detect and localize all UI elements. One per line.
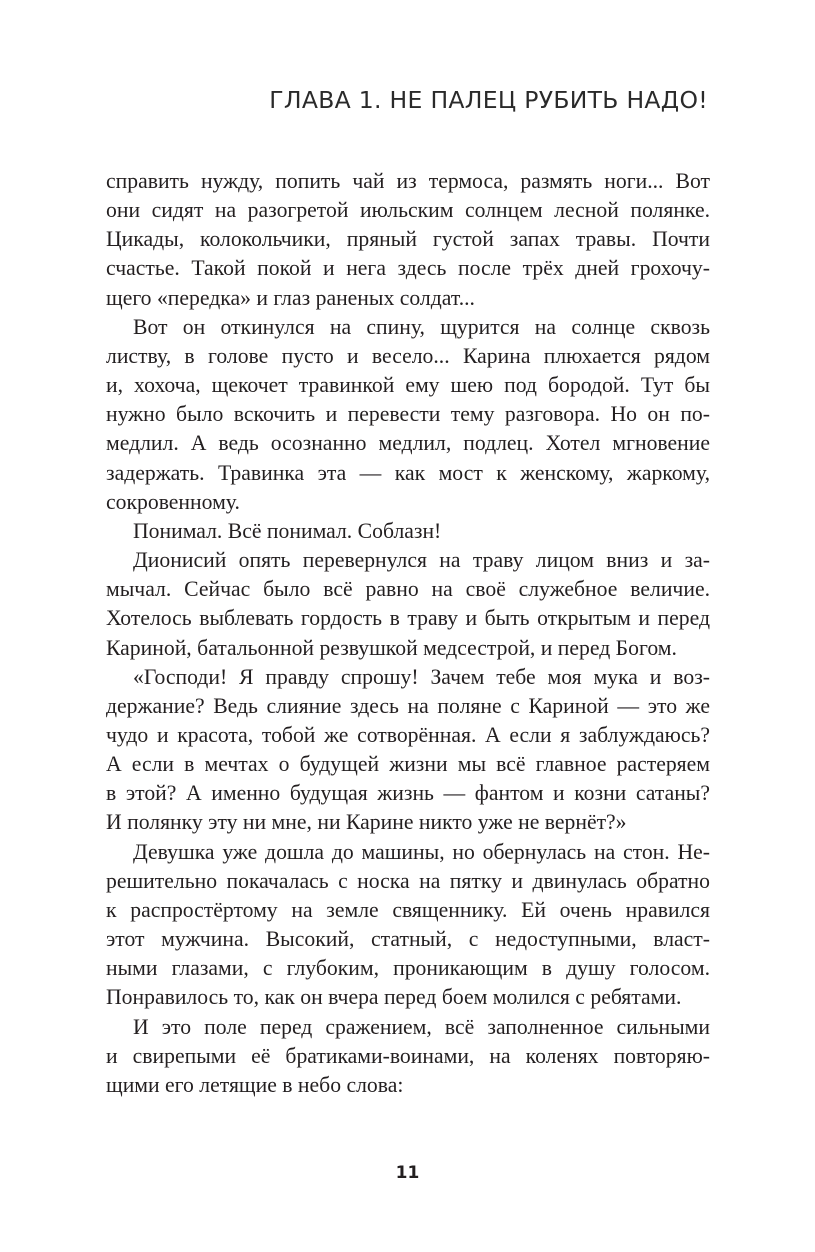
- paragraph: [106, 313, 710, 517]
- text-line: Понимал. Всё понимал. Соблазн!: [133, 518, 442, 543]
- text-line: в этой? А именно будущая жизнь — фантом и козни сатаны?: [106, 781, 710, 806]
- text-line: ными глазами, с глубоким, проникающим в душу голосом.: [106, 956, 710, 981]
- text-line: И полянку эту ни мне, ни Карине никто уже не вернёт?»: [106, 810, 627, 835]
- text-line: держание? Ведь слияние здесь на поляне с Кариной — это же: [106, 693, 710, 718]
- text-line: чудо и красота, тобой же сотворённая. А если я заблуждаюсь?: [106, 722, 710, 747]
- text-line: и свирепыми её братиками-воинами, на коленях повторяю-: [106, 1043, 710, 1068]
- text-line: Дионисий опять перевернулся на траву лицом вниз и за-: [133, 548, 710, 573]
- text-line: задержать. Травинка эта — как мост к женскому, жаркому,: [106, 460, 710, 485]
- text-line: счастье. Такой покой и нега здесь после трёх дней грохочу-: [106, 256, 710, 281]
- text-line: сокровенному.: [106, 489, 240, 514]
- body-text: [106, 167, 710, 1100]
- text-line: щими его летящие в небо слова:: [106, 1072, 404, 1097]
- text-line: листву, в голове пусто и весело... Карина плюхается рядом: [106, 343, 710, 368]
- paragraph: [106, 546, 710, 663]
- paragraph: [106, 838, 710, 1013]
- text-line: Кариной, батальонной резвушкой медсестрой, и перед Богом.: [106, 635, 677, 660]
- text-line: к распростёртому на земле священнику. Ей очень нравился: [106, 897, 710, 922]
- paragraph: [106, 1013, 710, 1100]
- text-line: Цикады, колокольчики, пряный густой запах травы. Почти: [106, 227, 710, 252]
- text-line: щего «передка» и глаз раненых солдат...: [106, 285, 475, 310]
- text-line: Вот он откинулся на спину, щурится на солнце сквозь: [133, 314, 710, 339]
- text-line: Понравилось то, как он вчера перед боем молился с ребятами.: [106, 985, 682, 1010]
- text-line: они сидят на разогретой июльским солнцем лесной полянке.: [106, 198, 710, 223]
- text-line: и, хохоча, щекочет травинкой ему шею под бородой. Тут бы: [106, 373, 710, 398]
- text-line: медлил. А ведь осознанно медлил, подлец. Хотел мгновение: [106, 431, 710, 456]
- paragraph: [106, 167, 710, 313]
- paragraph: [106, 517, 710, 546]
- text-line: мычал. Сейчас было всё равно на своё служебное величие.: [106, 577, 710, 602]
- text-line: этот мужчина. Высокий, статный, с недоступными, власт-: [106, 927, 710, 952]
- text-line: нужно было вскочить и перевести тему разговора. Но он по-: [106, 402, 710, 427]
- page-number: 11: [395, 1163, 420, 1183]
- text-line: Девушка уже дошла до машины, но обернулась на стон. Не-: [133, 839, 710, 864]
- paragraph: [106, 663, 710, 838]
- text-line: Хотелось выблевать гордость в траву и быть открытым и перед: [106, 606, 710, 631]
- text-line: справить нужду, попить чай из термоса, размять ноги... Вот: [106, 169, 710, 193]
- text-line: И это поле перед сражением, всё заполненное сильными: [133, 1014, 710, 1039]
- text-line: А если в мечтах о будущей жизни мы всё главное растеряем: [106, 752, 710, 777]
- text-line: решительно покачалась с носка на пятку и двинулась обратно: [106, 868, 710, 893]
- running-head-title: ГЛАВА 1. НЕ ПАЛЕЦ РУБИТЬ НАДО!: [269, 86, 708, 114]
- text-line: «Господи! Я правду спрошу! Зачем тебе моя мука и воз-: [133, 664, 710, 689]
